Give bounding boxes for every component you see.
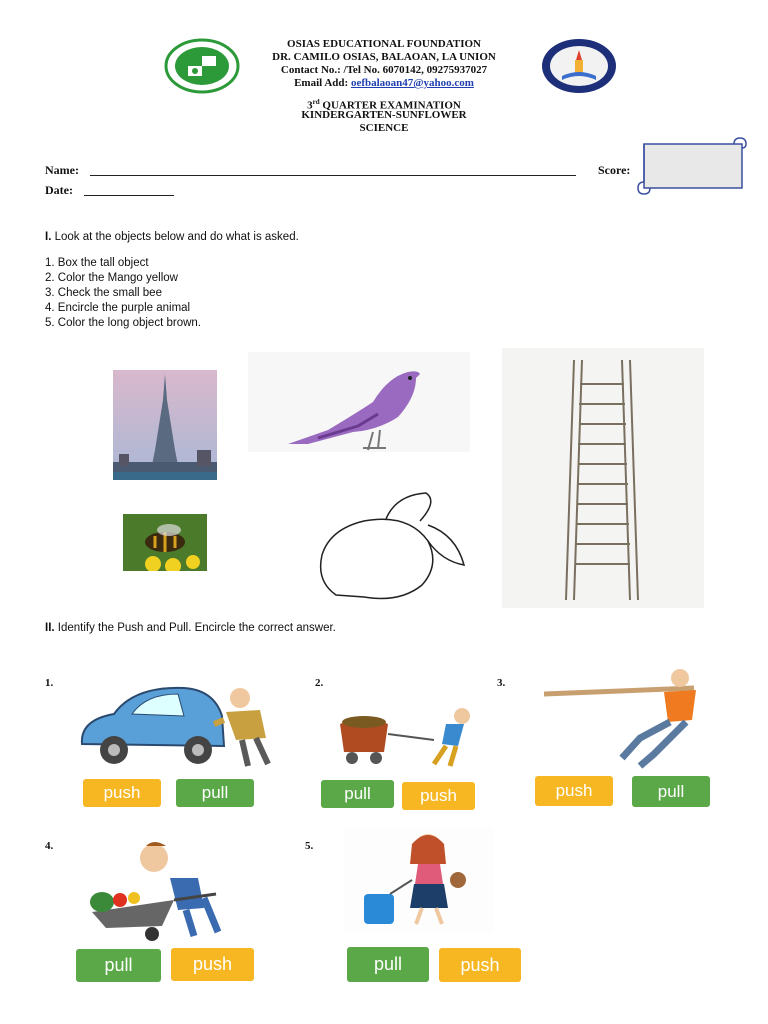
- question-3-number: 3.: [497, 677, 506, 689]
- q1-option-push[interactable]: push: [83, 779, 161, 807]
- date-label: Date:: [45, 183, 73, 197]
- q1-option-pull[interactable]: pull: [176, 779, 254, 807]
- push-car-image: [74, 680, 280, 777]
- q5-option-pull[interactable]: pull: [347, 947, 429, 982]
- section1-item-4: 4. Encircle the purple animal: [45, 302, 191, 314]
- email-label: Email Add:: [294, 77, 349, 89]
- question-2-number: 2.: [315, 677, 324, 689]
- school-name: OSIAS EDUCATIONAL FOUNDATION: [287, 38, 481, 50]
- question-5-number: 5.: [305, 840, 314, 852]
- section1-item-1: 1. Box the tall object: [45, 257, 149, 269]
- email-link[interactable]: oefbalaoan47@yahoo.com: [350, 77, 474, 89]
- subject-name: SCIENCE: [359, 122, 409, 134]
- class-name: KINDERGARTEN-SUNFLOWER: [301, 109, 467, 121]
- name-field[interactable]: [90, 175, 576, 176]
- q4-option-push[interactable]: push: [171, 948, 254, 981]
- question-1-number: 1.: [45, 677, 54, 689]
- section1-item-5: 5. Color the long object brown.: [45, 317, 201, 329]
- q5-option-push[interactable]: push: [439, 948, 521, 982]
- tall-building-image: [113, 370, 217, 485]
- pull-suitcase-image: [344, 828, 494, 937]
- purple-bird-image: [248, 352, 470, 457]
- pull-cart-image: [334, 706, 478, 773]
- q2-option-push[interactable]: push: [402, 782, 475, 810]
- mango-outline-image: [316, 485, 468, 608]
- name-label: Name:: [45, 163, 79, 177]
- question-4-number: 4.: [45, 840, 54, 852]
- ladder-image: [502, 348, 704, 613]
- date-field[interactable]: [84, 195, 174, 196]
- q3-option-pull[interactable]: pull: [632, 776, 710, 807]
- bee-image: [123, 514, 207, 576]
- pull-rope-image: [544, 668, 724, 775]
- section1-instruction: I. Look at the objects below and do what is asked.: [45, 231, 299, 243]
- school-email-line: [200, 77, 568, 90]
- school-address: DR. CAMILO OSIAS, BALAOAN, LA UNION: [272, 51, 496, 63]
- section2-instruction: II. Identify the Push and Pull. Encircle the correct answer.: [45, 622, 336, 634]
- q3-option-push[interactable]: push: [535, 776, 613, 806]
- score-label: Score:: [598, 163, 631, 177]
- section1-item-2: 2. Color the Mango yellow: [45, 272, 178, 284]
- push-wheelbarrow-image: [86, 838, 246, 947]
- q4-option-pull[interactable]: pull: [76, 949, 161, 982]
- exam-title: 3rd QUARTER EXAMINATION: [307, 98, 461, 112]
- score-box[interactable]: [636, 136, 748, 203]
- section1-item-3: 3. Check the small bee: [45, 287, 162, 299]
- school-contact: Contact No.: /Tel No. 6070142, 09275937027: [280, 64, 488, 76]
- q2-option-pull[interactable]: pull: [321, 780, 394, 808]
